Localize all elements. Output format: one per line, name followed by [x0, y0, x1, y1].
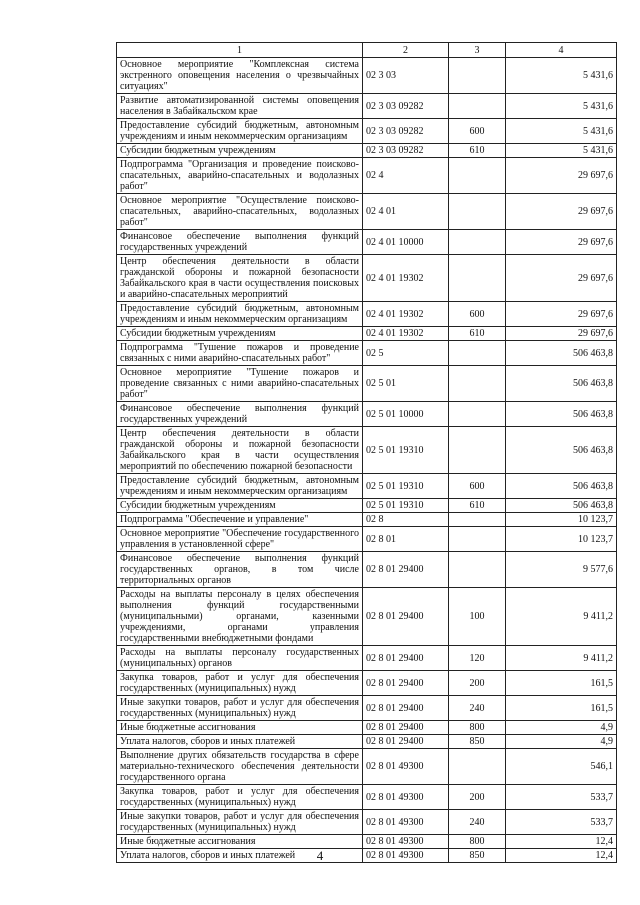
row-amount-cell: 9 577,6 [506, 552, 617, 588]
row-code-cell: 02 8 01 49300 [363, 785, 449, 810]
row-type-cell: 200 [449, 671, 506, 696]
table-row [117, 144, 617, 158]
row-code-cell: 02 3 03 [363, 58, 449, 94]
table-row [117, 527, 617, 552]
row-name-cell: Предоставление субсидий бюджетным, автономным учреждениям и иным некоммерческим организациям [117, 119, 363, 144]
row-name-cell: Иные закупки товаров, работ и услуг для обеспечения государственных (муниципальных) нужд [117, 696, 363, 721]
row-code-cell: 02 4 01 19302 [363, 255, 449, 302]
table-header-row [117, 43, 617, 58]
row-type-cell: 850 [449, 849, 506, 863]
table-row [117, 402, 617, 427]
row-code-cell: 02 8 01 49300 [363, 810, 449, 835]
row-amount-cell: 506 463,8 [506, 427, 617, 474]
budget-table [116, 42, 617, 863]
row-name-cell: Субсидии бюджетным учреждениям [117, 499, 363, 513]
row-type-cell: 800 [449, 835, 506, 849]
table-row [117, 646, 617, 671]
row-name-cell: Субсидии бюджетным учреждениям [117, 327, 363, 341]
column-header-type: 3 [449, 43, 506, 58]
row-amount-cell: 4,9 [506, 721, 617, 735]
table-row [117, 94, 617, 119]
table-row [117, 427, 617, 474]
row-code-cell: 02 8 01 29400 [363, 588, 449, 646]
row-name-cell: Центр обеспечения деятельности в области гражданской обороны и пожарной безопасности Забайкальского края в части осуществления мероприятий по обеспечению пожарной безопасности [117, 427, 363, 474]
row-code-cell: 02 8 01 29400 [363, 671, 449, 696]
page-number: 4 [316, 848, 324, 863]
row-amount-cell: 10 123,7 [506, 527, 617, 552]
column-header-code: 2 [363, 43, 449, 58]
row-name-cell: Иные бюджетные ассигнования [117, 721, 363, 735]
row-type-cell [449, 513, 506, 527]
row-code-cell: 02 8 [363, 513, 449, 527]
row-type-cell [449, 552, 506, 588]
row-code-cell: 02 4 01 [363, 194, 449, 230]
row-amount-cell: 9 411,2 [506, 646, 617, 671]
table-row [117, 474, 617, 499]
table-row [117, 194, 617, 230]
row-code-cell: 02 4 01 10000 [363, 230, 449, 255]
row-amount-cell: 546,1 [506, 749, 617, 785]
table-row [117, 513, 617, 527]
row-amount-cell: 506 463,8 [506, 341, 617, 366]
row-code-cell: 02 4 01 19302 [363, 327, 449, 341]
row-type-cell [449, 94, 506, 119]
row-type-cell [449, 527, 506, 552]
row-name-cell: Закупка товаров, работ и услуг для обеспечения государственных (муниципальных) нужд [117, 671, 363, 696]
row-type-cell: 600 [449, 474, 506, 499]
row-name-cell: Подпрограмма "Тушение пожаров и проведение связанных с ними аварийно-спасательных работ" [117, 341, 363, 366]
row-name-cell: Основное мероприятие "Комплексная система экстренного оповещения населения о чрезвычайных ситуациях" [117, 58, 363, 94]
row-amount-cell: 29 697,6 [506, 194, 617, 230]
row-amount-cell: 506 463,8 [506, 402, 617, 427]
row-amount-cell: 4,9 [506, 735, 617, 749]
row-type-cell: 800 [449, 721, 506, 735]
row-name-cell: Расходы на выплаты персоналу в целях обеспечения выполнения функций государственными (муниципальными) органами, казенными учреждениями, органами управления государственными внебюджетными фондами [117, 588, 363, 646]
table-row [117, 119, 617, 144]
row-name-cell: Предоставление субсидий бюджетным, автономным учреждениям и иным некоммерческим организациям [117, 474, 363, 499]
row-code-cell: 02 8 01 49300 [363, 835, 449, 849]
row-type-cell: 100 [449, 588, 506, 646]
row-code-cell: 02 5 [363, 341, 449, 366]
table-row [117, 749, 617, 785]
row-amount-cell: 29 697,6 [506, 255, 617, 302]
table-row [117, 671, 617, 696]
row-amount-cell: 161,5 [506, 696, 617, 721]
row-type-cell [449, 427, 506, 474]
row-amount-cell: 506 463,8 [506, 366, 617, 402]
row-name-cell: Уплата налогов, сборов и иных платежей [117, 735, 363, 749]
row-code-cell: 02 8 01 29400 [363, 646, 449, 671]
table-row [117, 499, 617, 513]
row-name-cell: Уплата налогов, сборов и иных платежей [117, 849, 363, 863]
table-body [117, 58, 617, 863]
row-code-cell: 02 8 01 29400 [363, 735, 449, 749]
row-name-cell: Подпрограмма "Обеспечение и управление" [117, 513, 363, 527]
row-name-cell: Основное мероприятие "Обеспечение государственного управления в установленной сфере" [117, 527, 363, 552]
row-code-cell: 02 8 01 29400 [363, 552, 449, 588]
table-row [117, 552, 617, 588]
row-amount-cell: 161,5 [506, 671, 617, 696]
table-row [117, 302, 617, 327]
row-amount-cell: 10 123,7 [506, 513, 617, 527]
row-name-cell: Субсидии бюджетным учреждениям [117, 144, 363, 158]
table-row [117, 735, 617, 749]
row-type-cell: 610 [449, 499, 506, 513]
row-amount-cell: 533,7 [506, 785, 617, 810]
row-type-cell [449, 366, 506, 402]
row-code-cell: 02 8 01 49300 [363, 749, 449, 785]
row-code-cell: 02 3 03 09282 [363, 119, 449, 144]
row-type-cell [449, 255, 506, 302]
table-row [117, 696, 617, 721]
row-name-cell: Развитие автоматизированной системы оповещения населения в Забайкальском крае [117, 94, 363, 119]
row-name-cell: Финансовое обеспечение выполнения функций государственных учреждений [117, 230, 363, 255]
table-row [117, 230, 617, 255]
table-row [117, 327, 617, 341]
row-code-cell: 02 4 01 19302 [363, 302, 449, 327]
table-row [117, 588, 617, 646]
row-type-cell: 200 [449, 785, 506, 810]
row-type-cell [449, 158, 506, 194]
row-code-cell: 02 8 01 49300 [363, 849, 449, 863]
row-type-cell [449, 194, 506, 230]
table-row [117, 721, 617, 735]
row-amount-cell: 5 431,6 [506, 119, 617, 144]
row-name-cell: Иные бюджетные ассигнования [117, 835, 363, 849]
row-name-cell: Финансовое обеспечение выполнения функций государственных органов, в том числе территориальных органов [117, 552, 363, 588]
row-amount-cell: 506 463,8 [506, 474, 617, 499]
row-type-cell [449, 58, 506, 94]
row-type-cell: 610 [449, 144, 506, 158]
row-amount-cell: 29 697,6 [506, 302, 617, 327]
table-row [117, 158, 617, 194]
row-code-cell: 02 5 01 19310 [363, 499, 449, 513]
row-amount-cell: 12,4 [506, 849, 617, 863]
column-header-name: 1 [117, 43, 363, 58]
table-row [117, 835, 617, 849]
row-type-cell: 600 [449, 302, 506, 327]
table-row [117, 255, 617, 302]
row-name-cell: Выполнение других обязательств государства в сфере материально-технического обеспечения деятельности государственного органа [117, 749, 363, 785]
row-type-cell: 240 [449, 696, 506, 721]
row-amount-cell: 29 697,6 [506, 230, 617, 255]
row-code-cell: 02 3 03 09282 [363, 94, 449, 119]
table-row [117, 785, 617, 810]
row-amount-cell: 533,7 [506, 810, 617, 835]
row-type-cell: 240 [449, 810, 506, 835]
table-row [117, 366, 617, 402]
row-amount-cell: 506 463,8 [506, 499, 617, 513]
row-type-cell: 610 [449, 327, 506, 341]
row-type-cell: 600 [449, 119, 506, 144]
row-name-cell: Финансовое обеспечение выполнения функций государственных учреждений [117, 402, 363, 427]
row-code-cell: 02 3 03 09282 [363, 144, 449, 158]
row-code-cell: 02 4 [363, 158, 449, 194]
row-name-cell: Закупка товаров, работ и услуг для обеспечения государственных (муниципальных) нужд [117, 785, 363, 810]
row-amount-cell: 5 431,6 [506, 94, 617, 119]
row-name-cell: Подпрограмма "Организация и проведение поисково-спасательных, аварийно-спасательных и водолазных работ" [117, 158, 363, 194]
row-code-cell: 02 8 01 29400 [363, 721, 449, 735]
row-amount-cell: 5 431,6 [506, 144, 617, 158]
row-type-cell [449, 402, 506, 427]
row-name-cell: Предоставление субсидий бюджетным, автономным учреждениям и иным некоммерческим организациям [117, 302, 363, 327]
row-name-cell: Расходы на выплаты персоналу государственных (муниципальных) органов [117, 646, 363, 671]
row-name-cell: Центр обеспечения деятельности в области гражданской обороны и пожарной безопасности Забайкальского края в части осуществления поисковых и аварийно-спасательных мероприятий [117, 255, 363, 302]
column-header-amount: 4 [506, 43, 617, 58]
row-type-cell [449, 230, 506, 255]
row-amount-cell: 29 697,6 [506, 158, 617, 194]
row-name-cell: Иные закупки товаров, работ и услуг для обеспечения государственных (муниципальных) нужд [117, 810, 363, 835]
table-row [117, 58, 617, 94]
row-type-cell [449, 341, 506, 366]
row-code-cell: 02 8 01 29400 [363, 696, 449, 721]
row-code-cell: 02 8 01 [363, 527, 449, 552]
row-amount-cell: 9 411,2 [506, 588, 617, 646]
row-type-cell: 120 [449, 646, 506, 671]
row-amount-cell: 29 697,6 [506, 327, 617, 341]
table-row [117, 341, 617, 366]
table-row [117, 810, 617, 835]
row-name-cell: Основное мероприятие "Осуществление поисково-спасательных, аварийно-спасательных, водолазных работ" [117, 194, 363, 230]
row-code-cell: 02 5 01 [363, 366, 449, 402]
row-amount-cell: 12,4 [506, 835, 617, 849]
row-name-cell: Основное мероприятие "Тушение пожаров и проведение связанных с ними аварийно-спасательных работ" [117, 366, 363, 402]
row-type-cell [449, 749, 506, 785]
row-code-cell: 02 5 01 19310 [363, 427, 449, 474]
row-amount-cell: 5 431,6 [506, 58, 617, 94]
row-code-cell: 02 5 01 19310 [363, 474, 449, 499]
row-type-cell: 850 [449, 735, 506, 749]
row-code-cell: 02 5 01 10000 [363, 402, 449, 427]
